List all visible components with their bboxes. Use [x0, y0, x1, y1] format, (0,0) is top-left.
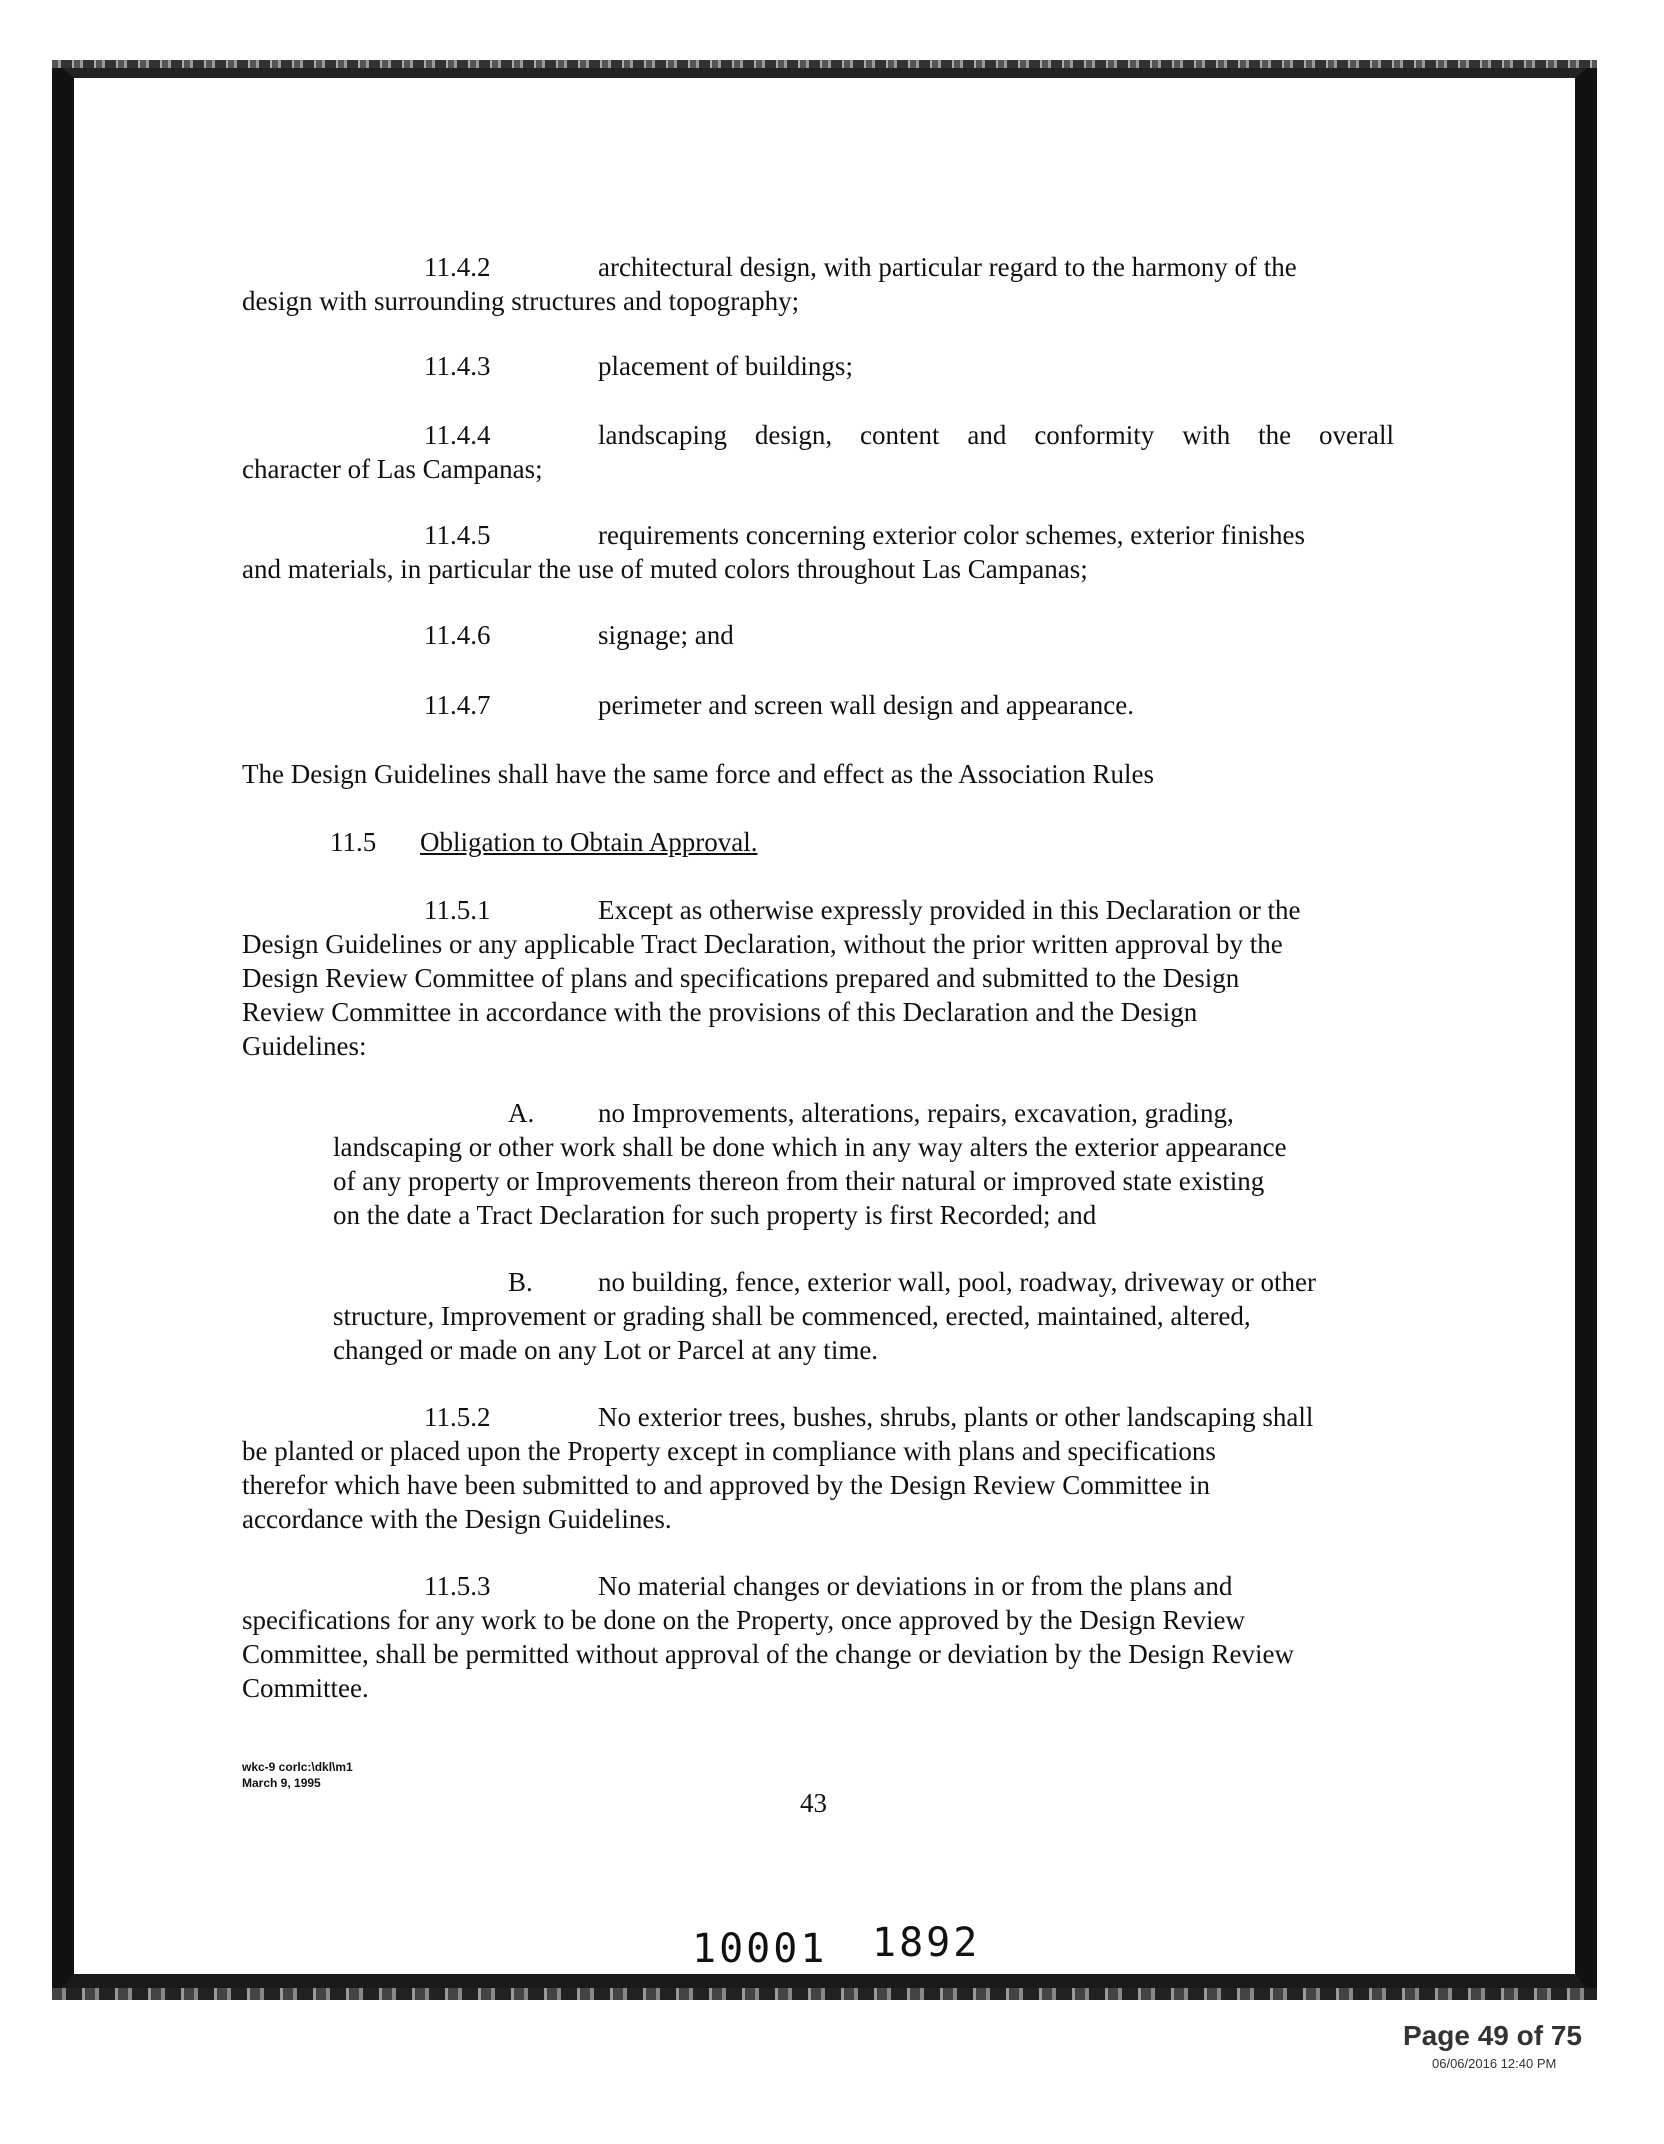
- para-11-5-1-last-line: Guidelines:: [242, 1031, 367, 1061]
- para-11-5-3-last-line: Committee.: [242, 1673, 369, 1703]
- sub-a-line: landscaping or other work shall be done which in any way alters the exterior appearance: [333, 1132, 1287, 1162]
- para-11-5-1-line: Design Review Committee of plans and specifications prepared and submitted to the Design: [242, 963, 1240, 993]
- para-11-5-3-line: Committee, shall be permitted without approval of the change or deviation by the Design Review: [242, 1639, 1294, 1669]
- item-number-11-4-5: 11.4.5: [424, 520, 491, 550]
- para-number-11-5-3: 11.5.3: [424, 1571, 491, 1601]
- footer-file-code: wkc-9 corlc:\dkl\m1: [242, 1760, 353, 1774]
- para-number-11-5-1: 11.5.1: [424, 895, 491, 925]
- para-11-5-1-line: Review Committee in accordance with the provisions of this Declaration and the Design: [242, 997, 1198, 1027]
- item-text-11-4-4-cont: character of Las Campanas;: [242, 454, 543, 484]
- sub-label-b: B.: [508, 1267, 533, 1297]
- item-number-11-4-7: 11.4.7: [424, 690, 491, 720]
- para-11-5-2-line: be planted or placed upon the Property except in compliance with plans and specifications: [242, 1436, 1216, 1466]
- para-11-5-2-first-line: No exterior trees, bushes, shrubs, plants or other landscaping shall: [598, 1402, 1314, 1432]
- item-text-11-4-4: landscaping design, content and conformity with the overall: [598, 420, 1394, 450]
- para-11-5-1-first-line: Except as otherwise expressly provided in this Declaration or the: [598, 895, 1301, 925]
- item-number-11-4-2: 11.4.2: [424, 252, 491, 282]
- item-text-11-4-7: perimeter and screen wall design and appearance.: [598, 690, 1134, 720]
- item-text-11-4-2: architectural design, with particular regard to the harmony of the: [598, 252, 1297, 282]
- recording-stamp-book: 10001: [692, 1926, 828, 1972]
- item-text-11-4-6: signage; and: [598, 620, 734, 650]
- footer-date: March 9, 1995: [242, 1776, 321, 1790]
- sub-a-line: of any property or Improvements thereon from their natural or improved state existing: [333, 1166, 1265, 1196]
- sub-label-a: A.: [508, 1098, 535, 1128]
- sub-b-line: structure, Improvement or grading shall be commenced, erected, maintained, altered,: [333, 1301, 1251, 1331]
- section-number: 11.5: [330, 827, 377, 857]
- item-number-11-4-6: 11.4.6: [424, 620, 491, 650]
- recording-stamp-page: 1892: [872, 1920, 981, 1966]
- viewer-timestamp: 06/06/2016 12:40 PM: [1432, 2056, 1557, 2071]
- sub-b-last-line: changed or made on any Lot or Parcel at any time.: [333, 1335, 879, 1365]
- para-11-5-2-last-line: accordance with the Design Guidelines.: [242, 1504, 672, 1534]
- para-11-5-1-line: Design Guidelines or any applicable Tract Declaration, without the prior written approval by the: [242, 929, 1283, 959]
- item-text-11-4-2-cont: design with surrounding structures and topography;: [242, 286, 800, 316]
- item-text-11-4-5: requirements concerning exterior color schemes, exterior finishes: [598, 520, 1305, 550]
- footer-page-number: 43: [800, 1788, 827, 1818]
- sub-a-last-line: on the date a Tract Declaration for such property is first Recorded; and: [333, 1200, 1097, 1230]
- item-text-11-4-3: placement of buildings;: [598, 351, 853, 381]
- sub-b-first-line: no building, fence, exterior wall, pool, roadway, driveway or other: [598, 1267, 1317, 1297]
- para-11-5-3-first-line: No material changes or deviations in or from the plans and: [598, 1571, 1233, 1601]
- section-title: Obligation to Obtain Approval.: [420, 827, 758, 857]
- item-text-11-4-5-cont: and materials, in particular the use of muted colors throughout Las Campanas;: [242, 554, 1088, 584]
- para-11-5-2-line: therefor which have been submitted to and approved by the Design Review Committee in: [242, 1470, 1210, 1500]
- viewer-page-label: Page 49 of 75: [1403, 2020, 1582, 2051]
- para-number-11-5-2: 11.5.2: [424, 1402, 491, 1432]
- item-number-11-4-3: 11.4.3: [424, 351, 491, 381]
- item-number-11-4-4: 11.4.4: [424, 420, 491, 450]
- sub-a-first-line: no Improvements, alterations, repairs, excavation, grading,: [598, 1098, 1234, 1128]
- guidelines-sentence: The Design Guidelines shall have the same force and effect as the Association Rules: [242, 759, 1154, 789]
- para-11-5-3-line: specifications for any work to be done on the Property, once approved by the Design Review: [242, 1605, 1245, 1635]
